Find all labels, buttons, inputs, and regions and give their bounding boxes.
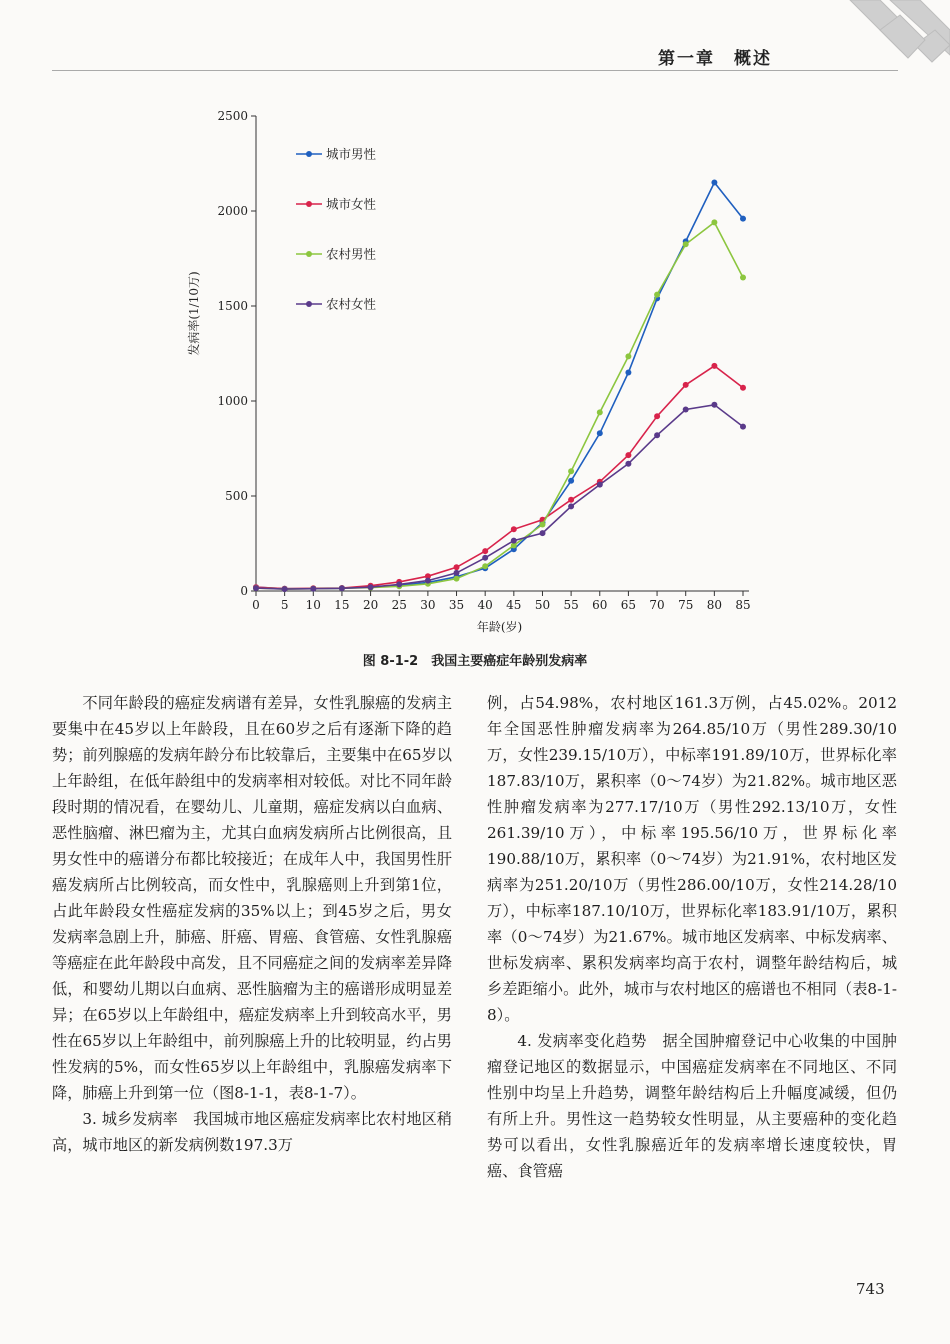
data-point <box>740 424 746 430</box>
y-tick-label: 1000 <box>217 394 248 408</box>
data-point <box>711 180 717 186</box>
data-point <box>482 548 488 554</box>
x-tick-label: 45 <box>506 598 522 612</box>
data-point <box>625 370 631 376</box>
data-point <box>740 216 746 222</box>
data-point <box>540 522 546 528</box>
x-tick-label: 15 <box>334 598 350 612</box>
data-point <box>425 578 431 584</box>
data-point <box>540 530 546 536</box>
data-point <box>654 413 660 419</box>
legend-label-1: 城市男性 <box>326 146 377 162</box>
data-point <box>310 586 316 592</box>
series-line-1 <box>256 183 743 589</box>
text-column-left <box>52 690 452 1158</box>
series-line-4 <box>256 405 743 589</box>
y-tick-label: 2500 <box>217 109 248 123</box>
data-point <box>625 452 631 458</box>
data-point <box>282 586 288 592</box>
x-tick-label: 75 <box>678 598 694 612</box>
y-tick-label: 1500 <box>217 299 248 313</box>
data-point <box>339 585 345 591</box>
data-point <box>482 563 488 569</box>
y-tick-label: 500 <box>225 489 248 503</box>
text-column-right <box>487 690 897 1184</box>
legend-label-4: 农村女性 <box>326 296 377 312</box>
x-tick-label: 40 <box>477 598 493 612</box>
x-tick-label: 25 <box>391 598 407 612</box>
data-point <box>511 526 517 532</box>
x-tick-label: 85 <box>735 598 751 612</box>
data-point <box>654 432 660 438</box>
corner-decoration <box>820 0 950 75</box>
y-tick-label: 0 <box>240 584 248 598</box>
x-tick-label: 50 <box>534 598 551 612</box>
paragraph-urban-rural: 3. 城乡发病率 我国城市地区癌症发病率比农村地区稍高，城市地区的新发病例数197.3万 <box>52 1110 452 1154</box>
data-point <box>253 585 259 591</box>
legend-marker-4 <box>306 301 312 307</box>
data-point <box>568 478 574 484</box>
paragraph-urban-rural-continued: 例，占54.98%，农村地区161.3万例，占45.02%。2012年全国恶性肿瘤发病率为264.85/10万（男性289.30/10万，女性239.15/10万），中标率191.89/10万，世界标化率187.83/10万，累积率（0～74岁）为21.82%。城市地区恶性肿瘤发病率为277.17/10万（男性292.13/10万，女性261.39/10万），中标率195.56/10万，世界标化率190.88/10万，累积率（0～74岁）为21.91%，农村地区发病率为251.20/10万（男性286.00/10万，女性214.28/10万），中标率187.10/10万，世界标化率183.91/10万，累积率（0～74岁）为21.67%。城市地区发病率、中标发病率、世标发病率、累积发病率均高于农村，调整年龄结构后，城乡差距缩小。此外，城市与农村地区的癌谱也不相同（表8-1-8）。 <box>487 694 897 1024</box>
y-axis-label: 发病率(1/10万) <box>187 271 201 356</box>
data-point <box>597 409 603 415</box>
data-point <box>740 275 746 281</box>
data-point <box>368 584 374 590</box>
paragraph-age-distribution: 不同年龄段的癌症发病谱有差异，女性乳腺癌的发病主要集中在45岁以上年龄段，且在60岁之后有逐渐下降的趋势；前列腺癌的发病年龄分布比较靠后，主要集中在65岁以上年龄组，在低年龄组中的发病率相对较低。对比不同年龄段时期的情况看，在婴幼儿、儿童期，癌症发病以白血病、恶性脑瘤、淋巴瘤为主，尤其白血病发病所占比例很高，且男女性中的癌谱分布都比较接近；在成年人中，我国男性肝癌发病所占比例较高，而女性中，乳腺癌则上升到第1位，占此年龄段女性癌症发病的35%以上；到45岁之后，男女发病率急剧上升，肺癌、肝癌、胃癌、食管癌、女性乳腺癌等癌症在此年龄段中高发，且不同癌症之间的发病率差异降低，和婴幼儿期以白血病、恶性脑瘤为主的癌谱形成明显差异；在65岁以上年龄组中，癌症发病率上升到较高水平，男性在65岁以上年龄组中，前列腺癌上升的比较明显，约占男性发病的5%，而女性65岁以上年龄组中，乳腺癌发病率下降，肺癌上升到第一位（图8-1-1，表8-1-7）。 <box>52 694 452 1102</box>
data-point <box>568 468 574 474</box>
x-tick-label: 55 <box>563 598 579 612</box>
data-point <box>454 576 460 582</box>
data-point <box>740 385 746 391</box>
legend-label-3: 农村男性 <box>326 246 377 262</box>
legend-marker-1 <box>306 151 312 157</box>
x-tick-label: 60 <box>592 598 608 612</box>
legend-label-2: 城市女性 <box>326 196 377 212</box>
figure-caption: 图 8-1-2 我国主要癌症年龄别发病率 <box>362 654 588 669</box>
header-rule <box>52 70 898 71</box>
data-point <box>568 497 574 503</box>
x-tick-label: 30 <box>420 598 436 612</box>
data-point <box>482 555 488 561</box>
data-point <box>597 482 603 488</box>
incidence-line-chart <box>180 100 780 640</box>
x-tick-label: 10 <box>305 598 321 612</box>
legend-marker-2 <box>306 201 312 207</box>
y-tick-label: 2000 <box>217 204 248 218</box>
x-tick-label: 20 <box>362 598 379 612</box>
x-tick-label: 35 <box>448 598 465 612</box>
x-axis-label: 年龄(岁) <box>476 620 523 634</box>
data-point <box>711 402 717 408</box>
data-point <box>625 353 631 359</box>
data-point <box>654 292 660 298</box>
data-point <box>454 564 460 570</box>
paragraph-trend: 4. 发病率变化趋势 据全国肿瘤登记中心收集的中国肿瘤登记地区的数据显示，中国癌症发病率在不同地区、不同性别中均呈上升趋势，调整年龄结构后上升幅度减缓，但仍有所上升。男性这一趋势较女性明显，从主要癌种的变化趋势可以看出，女性乳腺癌近年的发病率增长速度较快，胃癌、食管癌 <box>487 1032 897 1180</box>
legend-marker-3 <box>306 251 312 257</box>
data-point <box>511 538 517 544</box>
x-tick-label: 65 <box>620 598 637 612</box>
chapter-header: 第一章 概述 <box>658 49 772 69</box>
x-tick-label: 70 <box>649 598 665 612</box>
x-tick-label: 5 <box>280 598 289 612</box>
data-point <box>625 461 631 467</box>
data-point <box>454 570 460 576</box>
data-point <box>597 430 603 436</box>
data-point <box>568 503 574 509</box>
x-tick-label: 0 <box>252 598 260 612</box>
series-line-3 <box>256 222 743 589</box>
data-point <box>683 382 689 388</box>
x-tick-label: 80 <box>706 598 722 612</box>
data-point <box>683 241 689 247</box>
page-number: 743 <box>856 1280 885 1298</box>
data-point <box>396 581 402 587</box>
data-point <box>711 219 717 225</box>
data-point <box>711 363 717 369</box>
data-point <box>683 407 689 413</box>
